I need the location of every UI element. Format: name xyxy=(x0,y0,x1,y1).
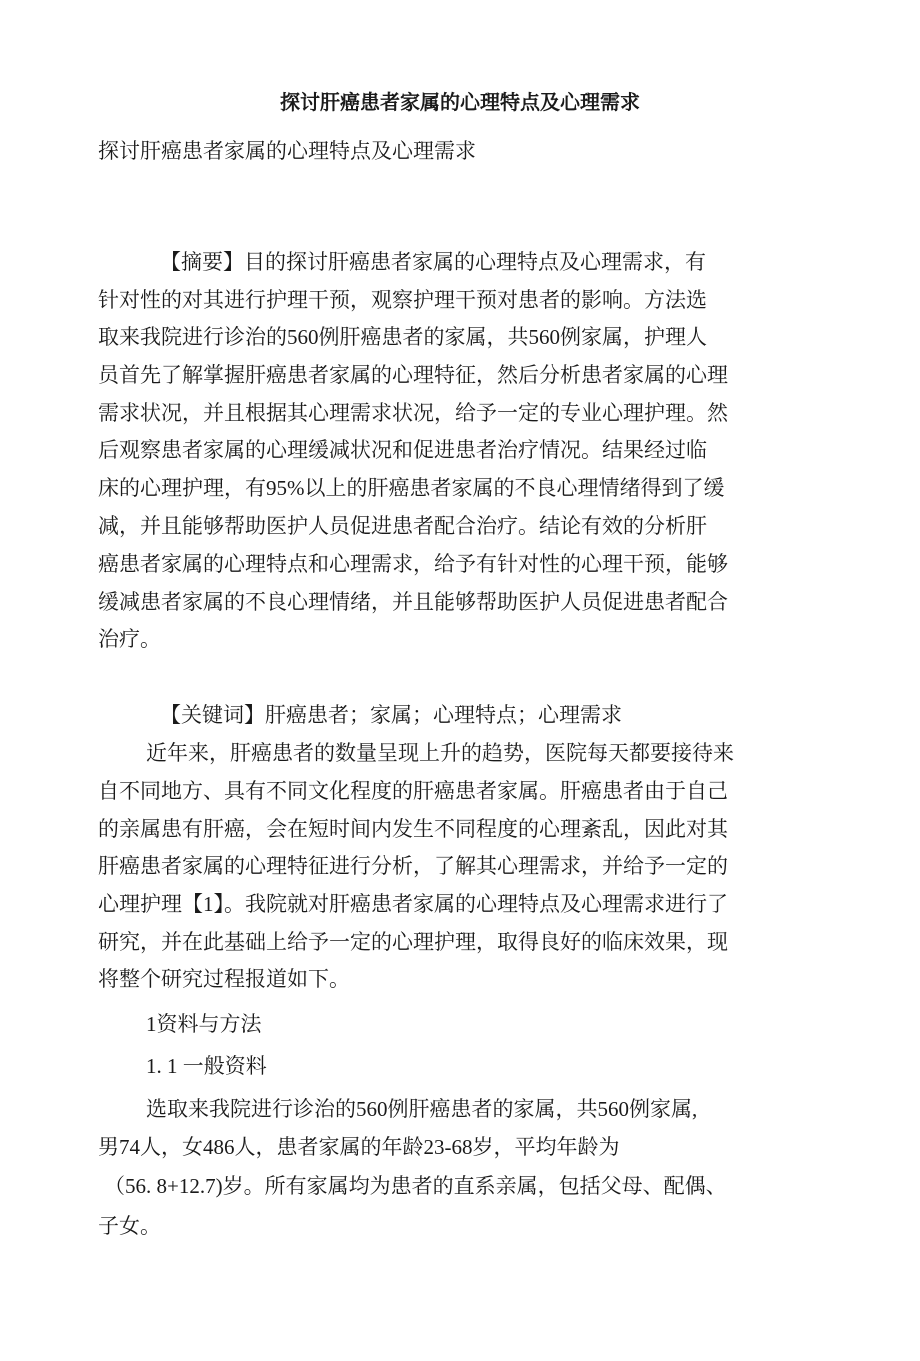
intro-line: 的亲属患有肝癌，会在短时间内发生不同程度的心理紊乱，因此对其 xyxy=(98,817,728,841)
data-line: 选取来我院进行诊治的560例肝癌患者的家属，共560例家属, xyxy=(146,1097,698,1121)
abstract-line: 员首先了解掌握肝癌患者家属的心理特征，然后分析患者家属的心理 xyxy=(98,363,728,387)
intro-line: 心理护理【1】。我院就对肝癌患者家属的心理特点及心理需求进行了 xyxy=(98,892,728,916)
abstract-line: 【摘要】目的探讨肝癌患者家属的心理特点及心理需求，有 xyxy=(160,250,706,274)
abstract-line: 缓减患者家属的不良心理情绪，并且能够帮助医护人员促进患者配合 xyxy=(98,590,728,614)
data-line: 子女。 xyxy=(98,1214,161,1238)
data-line: （56. 8+12.7)岁。所有家属均为患者的直系亲属，包括父母、配偶、 xyxy=(104,1174,727,1198)
document-subtitle: 探讨肝癌患者家属的心理特点及心理需求 xyxy=(98,139,476,163)
abstract-line: 针对性的对其进行护理干预，观察护理干预对患者的影响。方法选 xyxy=(98,288,707,312)
intro-line: 将整个研究过程报道如下。 xyxy=(98,967,350,991)
section-heading: 1资料与方法 xyxy=(146,1012,262,1036)
intro-line: 肝癌患者家属的心理特征进行分析，了解其心理需求，并给予一定的 xyxy=(98,854,728,878)
abstract-line: 后观察患者家属的心理缓减状况和促进患者治疗情况。结果经过临 xyxy=(98,438,707,462)
data-line: 男74人，女486人，患者家属的年龄23-68岁，平均年龄为 xyxy=(98,1135,620,1159)
abstract-line: 癌患者家属的心理特点和心理需求，给予有针对性的心理干预，能够 xyxy=(98,552,728,576)
subsection-heading: 1. 1 一般资料 xyxy=(146,1054,267,1078)
abstract-line: 取来我院进行诊治的560例肝癌患者的家属，共560例家属，护理人 xyxy=(98,325,707,349)
document-title: 探讨肝癌患者家属的心理特点及心理需求 xyxy=(280,92,640,114)
intro-line: 研究，并在此基础上给予一定的心理护理，取得良好的临床效果，现 xyxy=(98,930,728,954)
abstract-line: 床的心理护理，有95%以上的肝癌患者家属的不良心理情绪得到了缓 xyxy=(98,476,725,500)
abstract-line: 需求状况，并且根据其心理需求状况，给予一定的专业心理护理。然 xyxy=(98,401,728,425)
intro-line: 近年来，肝癌患者的数量呈现上升的趋势，医院每天都要接待来 xyxy=(146,741,734,765)
abstract-line: 减，并且能够帮助医护人员促进患者配合治疗。结论有效的分析肝 xyxy=(98,514,707,538)
keywords: 【关键词】肝癌患者；家属；心理特点；心理需求 xyxy=(160,703,622,727)
abstract-line: 治疗。 xyxy=(98,627,161,651)
intro-line: 自不同地方、具有不同文化程度的肝癌患者家属。肝癌患者由于自己 xyxy=(98,779,728,803)
